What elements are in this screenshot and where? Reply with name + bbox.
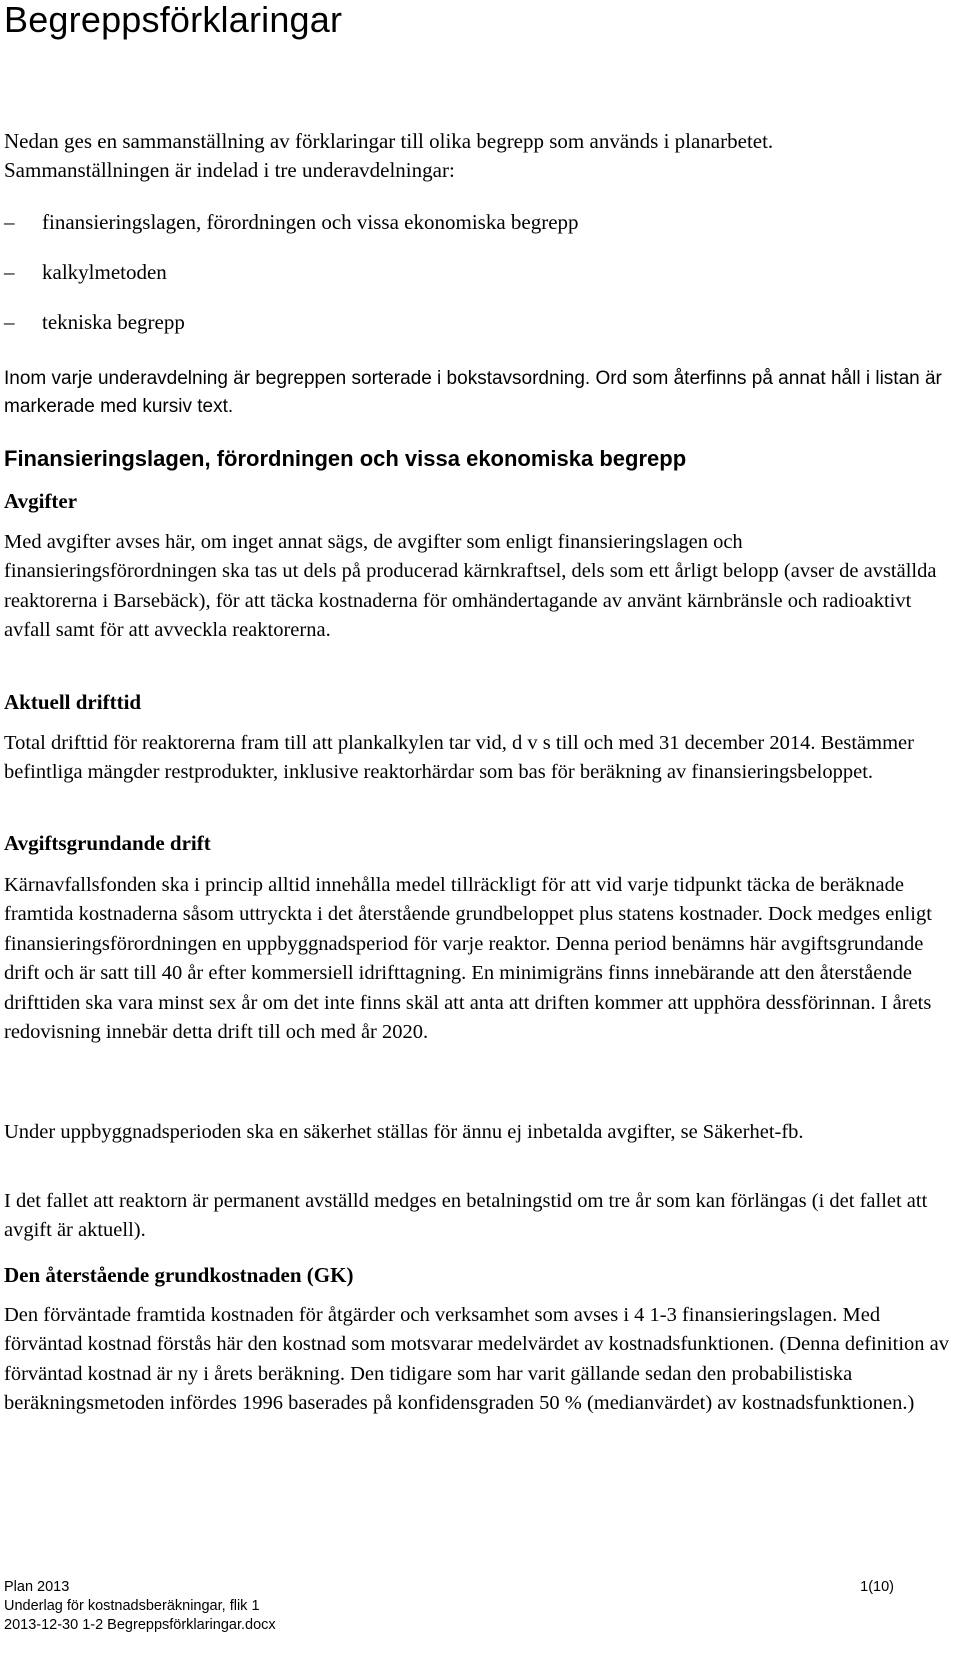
section-heading: Finansieringslagen, förordningen och vissa ekonomiska begrepp: [4, 446, 687, 471]
term-definition: Kärnavfallsfonden ska i princip alltid innehålla medel tillräckligt för att vid varje tidpunkt täcka de beräknade framtida kostnaderna såsom uttryckta i det återstående grundbeloppet plus statens kostnader. Dock medges enligt finansieringsförordningen en uppbyggnadsperiod för varje reaktor. Denna period benämns här avgiftsgrundande drift och är satt till 40 år efter kommersiell idrifttagning. En minimigräns finns innebärande att den återstående drifttiden ska vara minst sex år om det inte finns skäl att anta att driften kommer att upphöra dessförinnan. I årets redovisning innebär detta drift till och med år 2020.: [4, 874, 932, 1044]
term-definition: Total drifttid för reaktorerna fram till att plankalkylen tar vid, d v s till och med 31 december 2014. Bestämmer befintliga mängder restprodukter, inklusive reaktorhärdar som bas för beräkning av finansieringsbeloppet.: [4, 732, 914, 784]
dash-marker: –: [4, 310, 15, 334]
term-heading: Aktuell drifttid: [4, 690, 142, 714]
term-definition: Med avgifter avses här, om inget annat sägs, de avgifter som enligt finansieringslagen och finansieringsförordningen ska tas ut dels på producerad kärnkraftsel, dels som ett årligt belopp (avser de avställda reaktorerna i Barsebäck), för att täcka kostnaderna för omhändertagande av använt kärnbränsle och radioaktivt avfall samt för att avveckla reaktorerna.: [4, 531, 937, 642]
list-item-text: tekniska begrepp: [42, 310, 185, 334]
dash-marker: –: [4, 210, 15, 234]
term-heading: Avgifter: [4, 489, 78, 513]
term-heading: Avgiftsgrundande drift: [4, 831, 211, 855]
term-heading: Den återstående grundkostnaden (GK): [4, 1263, 354, 1287]
term-definition: Den förväntade framtida kostnaden för åtgärder och verksamhet som avses i 4 1-3 finansieringslagen. Med förväntad kostnad förstås här den kostnad som motsvarar medelvärdet av kostnadsfunktionen. (Denna definition av förväntad kostnad är ny i årets beräkning. Den tidigare som har varit gällande sedan den probabilistiska beräkningsmetoden infördes 1996 baserades på konfidensgraden 50 % (medianvärdet) av kostnadsfunktionen.): [4, 1304, 950, 1415]
footer-file-info: 2013-12-30 1-2 Begreppsförklaringar.docx: [4, 1617, 276, 1633]
footer-plan-label: Plan 2013: [4, 1579, 70, 1595]
footer-line: [4, 1578, 894, 1597]
page-footer: [4, 1578, 894, 1635]
list-item-text: finansieringslagen, förordningen och vissa ekonomiska begrepp: [42, 210, 579, 234]
footer-document-name: Underlag för kostnadsberäkningar, flik 1: [4, 1598, 260, 1614]
document-title: Begreppsförklaringar: [4, 0, 343, 40]
list-item-text: kalkylmetoden: [42, 260, 167, 284]
sorting-note: Inom varje underavdelning är begreppen sorterade i bokstavsordning. Ord som återfinns på annat håll i listan är markerade med kursiv text.: [4, 368, 942, 417]
dash-marker: –: [4, 260, 15, 284]
term-definition: I det fallet att reaktorn är permanent avställd medges en betalningstid om tre år som kan förlängas (i det fallet att avgift är aktuell).: [4, 1190, 928, 1242]
term-definition: Under uppbyggnadsperioden ska en säkerhet ställas för ännu ej inbetalda avgifter, se Säkerhet-fb.: [4, 1121, 804, 1143]
page-number: 1(10): [860, 1579, 894, 1595]
intro-paragraph: Nedan ges en sammanställning av förklaringar till olika begrepp som används i planarbetet. Sammanställningen är indelad i tre underavdelningar:: [4, 129, 774, 182]
